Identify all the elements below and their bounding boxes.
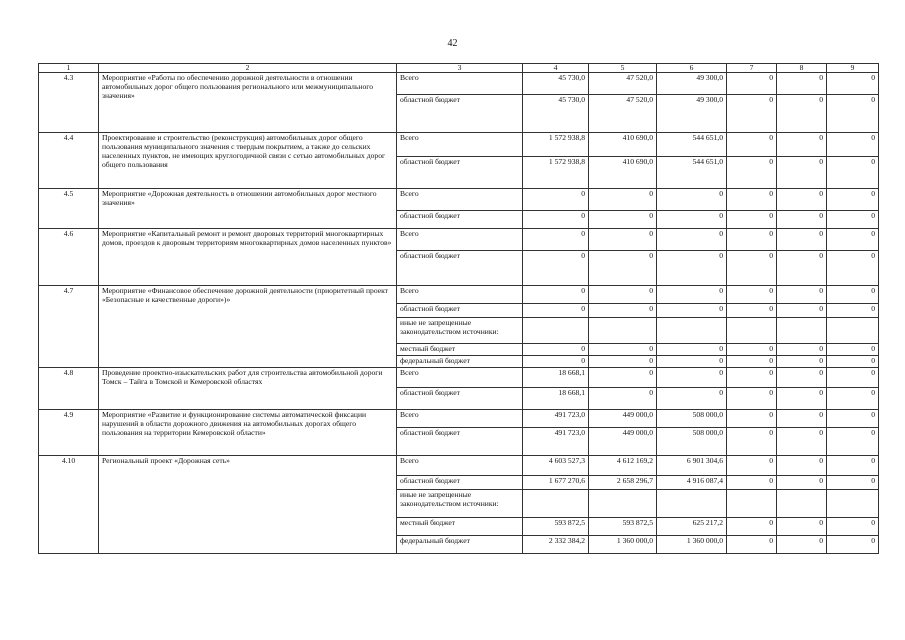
- funding-source: областной бюджет: [397, 211, 523, 229]
- amount-cell: 0: [727, 536, 777, 554]
- amount-cell: 0: [777, 95, 827, 133]
- funding-source: Всего: [397, 456, 523, 476]
- row-number: 4.5: [39, 189, 99, 229]
- amount-cell: 0: [777, 251, 827, 286]
- amount-cell: 2 658 296,7: [589, 476, 657, 490]
- funding-source: федеральный бюджет: [397, 536, 523, 554]
- amount-cell: 593 872,5: [523, 518, 589, 536]
- amount-cell: 0: [777, 410, 827, 428]
- amount-cell: 0: [523, 251, 589, 286]
- amount-cell: 491 723,0: [523, 410, 589, 428]
- amount-cell: 0: [727, 95, 777, 133]
- amount-cell: 0: [777, 536, 827, 554]
- column-header: 5: [589, 64, 657, 73]
- funding-source: Всего: [397, 368, 523, 388]
- amount-cell: 508 000,0: [657, 410, 727, 428]
- column-header: 6: [657, 64, 727, 73]
- activity-name: Мероприятие «Работы по обеспечению дорожной деятельности в отношении автомобильных дорог общего пользования регионального или межмуниципального значения»: [99, 73, 397, 133]
- amount-cell: 0: [727, 286, 777, 304]
- table-row: [39, 368, 879, 388]
- amount-cell: 0: [523, 286, 589, 304]
- funding-source: областной бюджет: [397, 304, 523, 318]
- amount-cell: 0: [827, 368, 879, 388]
- row-number: 4.7: [39, 286, 99, 368]
- amount-cell: 0: [827, 211, 879, 229]
- amount-cell: 6 901 304,6: [657, 456, 727, 476]
- amount-cell: 0: [657, 251, 727, 286]
- funding-source: областной бюджет: [397, 388, 523, 410]
- row-number: 4.10: [39, 456, 99, 554]
- header-row: [39, 64, 879, 73]
- table-row: [39, 133, 879, 157]
- amount-cell: 0: [657, 388, 727, 410]
- amount-cell: [589, 318, 657, 344]
- amount-cell: 0: [777, 133, 827, 157]
- amount-cell: 0: [827, 410, 879, 428]
- table-row: [39, 73, 879, 95]
- amount-cell: 0: [777, 157, 827, 189]
- amount-cell: 0: [657, 368, 727, 388]
- table-row: [39, 410, 879, 428]
- amount-cell: 0: [589, 189, 657, 211]
- amount-cell: 0: [657, 189, 727, 211]
- funding-source: Всего: [397, 410, 523, 428]
- table-row: [39, 229, 879, 251]
- amount-cell: 0: [827, 251, 879, 286]
- amount-cell: 1 572 938,8: [523, 157, 589, 189]
- amount-cell: [589, 490, 657, 518]
- funding-source: иные не запрещенные законодательством источники:: [397, 318, 523, 344]
- funding-source: местный бюджет: [397, 344, 523, 356]
- column-header: 8: [777, 64, 827, 73]
- funding-source: Всего: [397, 229, 523, 251]
- amount-cell: 0: [589, 229, 657, 251]
- page-number: 42: [447, 38, 458, 49]
- amount-cell: 0: [523, 304, 589, 318]
- row-number: 4.9: [39, 410, 99, 456]
- row-number: 4.8: [39, 368, 99, 410]
- amount-cell: 0: [777, 189, 827, 211]
- amount-cell: 0: [777, 304, 827, 318]
- amount-cell: 0: [727, 189, 777, 211]
- amount-cell: 0: [727, 356, 777, 368]
- amount-cell: 0: [827, 536, 879, 554]
- amount-cell: 0: [777, 368, 827, 388]
- amount-cell: 0: [827, 476, 879, 490]
- amount-cell: 0: [777, 456, 827, 476]
- budget-table: [38, 63, 879, 554]
- activity-name: Мероприятие «Финансовое обеспечение дорожной деятельности (приоритетный проект «Безопасные и качественные дороги»)»: [99, 286, 397, 368]
- column-header: 3: [397, 64, 523, 73]
- amount-cell: 0: [727, 388, 777, 410]
- amount-cell: 593 872,5: [589, 518, 657, 536]
- activity-name: Мероприятие «Развитие и функционирование системы автоматической фиксации нарушений в области дорожного движения на автомобильных дорогах общего пользования на территории Кемеровской области»: [99, 410, 397, 456]
- amount-cell: 508 000,0: [657, 428, 727, 456]
- funding-source: Всего: [397, 189, 523, 211]
- amount-cell: 0: [727, 344, 777, 356]
- table-row: [39, 189, 879, 211]
- funding-source: Всего: [397, 133, 523, 157]
- amount-cell: 0: [589, 356, 657, 368]
- amount-cell: 449 000,0: [589, 428, 657, 456]
- table-row: [39, 286, 879, 304]
- amount-cell: [777, 490, 827, 518]
- amount-cell: 0: [827, 133, 879, 157]
- amount-cell: 0: [657, 304, 727, 318]
- amount-cell: [657, 318, 727, 344]
- amount-cell: 0: [589, 344, 657, 356]
- amount-cell: 544 651,0: [657, 133, 727, 157]
- amount-cell: 0: [523, 211, 589, 229]
- column-header: 1: [39, 64, 99, 73]
- funding-source: областной бюджет: [397, 428, 523, 456]
- amount-cell: 0: [777, 518, 827, 536]
- amount-cell: 49 300,0: [657, 95, 727, 133]
- amount-cell: 0: [657, 344, 727, 356]
- amount-cell: 47 520,0: [589, 95, 657, 133]
- funding-source: Всего: [397, 73, 523, 95]
- amount-cell: 0: [727, 229, 777, 251]
- activity-name: Региональный проект «Дорожная сеть»: [99, 456, 397, 554]
- amount-cell: 0: [523, 356, 589, 368]
- funding-source: областной бюджет: [397, 476, 523, 490]
- amount-cell: 0: [523, 189, 589, 211]
- amount-cell: 0: [523, 229, 589, 251]
- amount-cell: 0: [827, 344, 879, 356]
- amount-cell: 0: [727, 368, 777, 388]
- amount-cell: 0: [727, 251, 777, 286]
- amount-cell: 0: [777, 229, 827, 251]
- activity-name: Мероприятие «Капитальный ремонт и ремонт дворовых территорий многоквартирных домов, проездов к дворовым территориям многоквартирных домов населенных пунктов»: [99, 229, 397, 286]
- activity-name: Проектирование и строительство (реконструкция) автомобильных дорог общего пользования муниципального значения с твердым покрытием, а также до сельских населенных пунктов, не имеющих круглогодичной связи с сетью автомобильных дорог общего пользования: [99, 133, 397, 189]
- amount-cell: 1 572 938,8: [523, 133, 589, 157]
- funding-source: федеральный бюджет: [397, 356, 523, 368]
- amount-cell: 0: [777, 286, 827, 304]
- amount-cell: 0: [657, 229, 727, 251]
- amount-cell: 18 668,1: [523, 368, 589, 388]
- funding-source: иные не запрещенные законодательством источники:: [397, 490, 523, 518]
- amount-cell: 45 730,0: [523, 95, 589, 133]
- amount-cell: 0: [727, 157, 777, 189]
- amount-cell: 0: [777, 356, 827, 368]
- amount-cell: 0: [827, 286, 879, 304]
- amount-cell: 0: [589, 211, 657, 229]
- amount-cell: [727, 318, 777, 344]
- amount-cell: 0: [727, 133, 777, 157]
- amount-cell: 0: [827, 229, 879, 251]
- amount-cell: [727, 490, 777, 518]
- amount-cell: [777, 318, 827, 344]
- amount-cell: 0: [827, 456, 879, 476]
- amount-cell: 0: [727, 73, 777, 95]
- amount-cell: 544 651,0: [657, 157, 727, 189]
- amount-cell: 0: [727, 410, 777, 428]
- column-header: 4: [523, 64, 589, 73]
- amount-cell: [523, 490, 589, 518]
- amount-cell: 0: [827, 95, 879, 133]
- amount-cell: 0: [589, 304, 657, 318]
- table-row: [39, 456, 879, 476]
- row-number: 4.4: [39, 133, 99, 189]
- amount-cell: 0: [657, 356, 727, 368]
- amount-cell: 0: [589, 368, 657, 388]
- amount-cell: 0: [727, 456, 777, 476]
- amount-cell: 0: [777, 428, 827, 456]
- amount-cell: 0: [777, 73, 827, 95]
- amount-cell: 47 520,0: [589, 73, 657, 95]
- row-number: 4.6: [39, 229, 99, 286]
- amount-cell: 0: [827, 73, 879, 95]
- amount-cell: [657, 490, 727, 518]
- row-number: 4.3: [39, 73, 99, 133]
- amount-cell: 4 612 169,2: [589, 456, 657, 476]
- amount-cell: 2 332 384,2: [523, 536, 589, 554]
- amount-cell: 1 360 000,0: [657, 536, 727, 554]
- funding-source: областной бюджет: [397, 251, 523, 286]
- amount-cell: 45 730,0: [523, 73, 589, 95]
- amount-cell: [827, 490, 879, 518]
- amount-cell: 410 690,0: [589, 157, 657, 189]
- amount-cell: 449 000,0: [589, 410, 657, 428]
- column-header: 2: [99, 64, 397, 73]
- amount-cell: 49 300,0: [657, 73, 727, 95]
- amount-cell: 0: [727, 304, 777, 318]
- amount-cell: 625 217,2: [657, 518, 727, 536]
- funding-source: областной бюджет: [397, 157, 523, 189]
- amount-cell: 1 360 000,0: [589, 536, 657, 554]
- amount-cell: 4 916 087,4: [657, 476, 727, 490]
- amount-cell: 0: [657, 286, 727, 304]
- amount-cell: 0: [589, 388, 657, 410]
- amount-cell: 0: [657, 211, 727, 229]
- amount-cell: 410 690,0: [589, 133, 657, 157]
- amount-cell: 0: [589, 286, 657, 304]
- funding-source: местный бюджет: [397, 518, 523, 536]
- amount-cell: 1 677 270,6: [523, 476, 589, 490]
- funding-source: областной бюджет: [397, 95, 523, 133]
- column-header: 9: [827, 64, 879, 73]
- column-header: 7: [727, 64, 777, 73]
- amount-cell: 0: [827, 428, 879, 456]
- amount-cell: 0: [827, 189, 879, 211]
- amount-cell: [827, 318, 879, 344]
- activity-name: Проведение проектно-изыскательских работ для строительства автомобильной дороги Томск – Тайга в Томской и Кемеровской областях: [99, 368, 397, 410]
- amount-cell: 0: [827, 157, 879, 189]
- amount-cell: 0: [827, 388, 879, 410]
- activity-name: Мероприятие «Дорожная деятельность в отношении автомобильных дорог местного значения»: [99, 189, 397, 229]
- amount-cell: 0: [589, 251, 657, 286]
- amount-cell: 18 668,1: [523, 388, 589, 410]
- amount-cell: 0: [827, 518, 879, 536]
- amount-cell: [523, 318, 589, 344]
- amount-cell: 0: [777, 388, 827, 410]
- amount-cell: 0: [777, 476, 827, 490]
- amount-cell: 0: [727, 428, 777, 456]
- amount-cell: 0: [827, 304, 879, 318]
- amount-cell: 0: [727, 476, 777, 490]
- amount-cell: 0: [777, 211, 827, 229]
- amount-cell: 0: [523, 344, 589, 356]
- amount-cell: 0: [827, 356, 879, 368]
- amount-cell: 491 723,0: [523, 428, 589, 456]
- funding-source: Всего: [397, 286, 523, 304]
- amount-cell: 4 603 527,3: [523, 456, 589, 476]
- amount-cell: 0: [777, 344, 827, 356]
- amount-cell: 0: [727, 211, 777, 229]
- amount-cell: 0: [727, 518, 777, 536]
